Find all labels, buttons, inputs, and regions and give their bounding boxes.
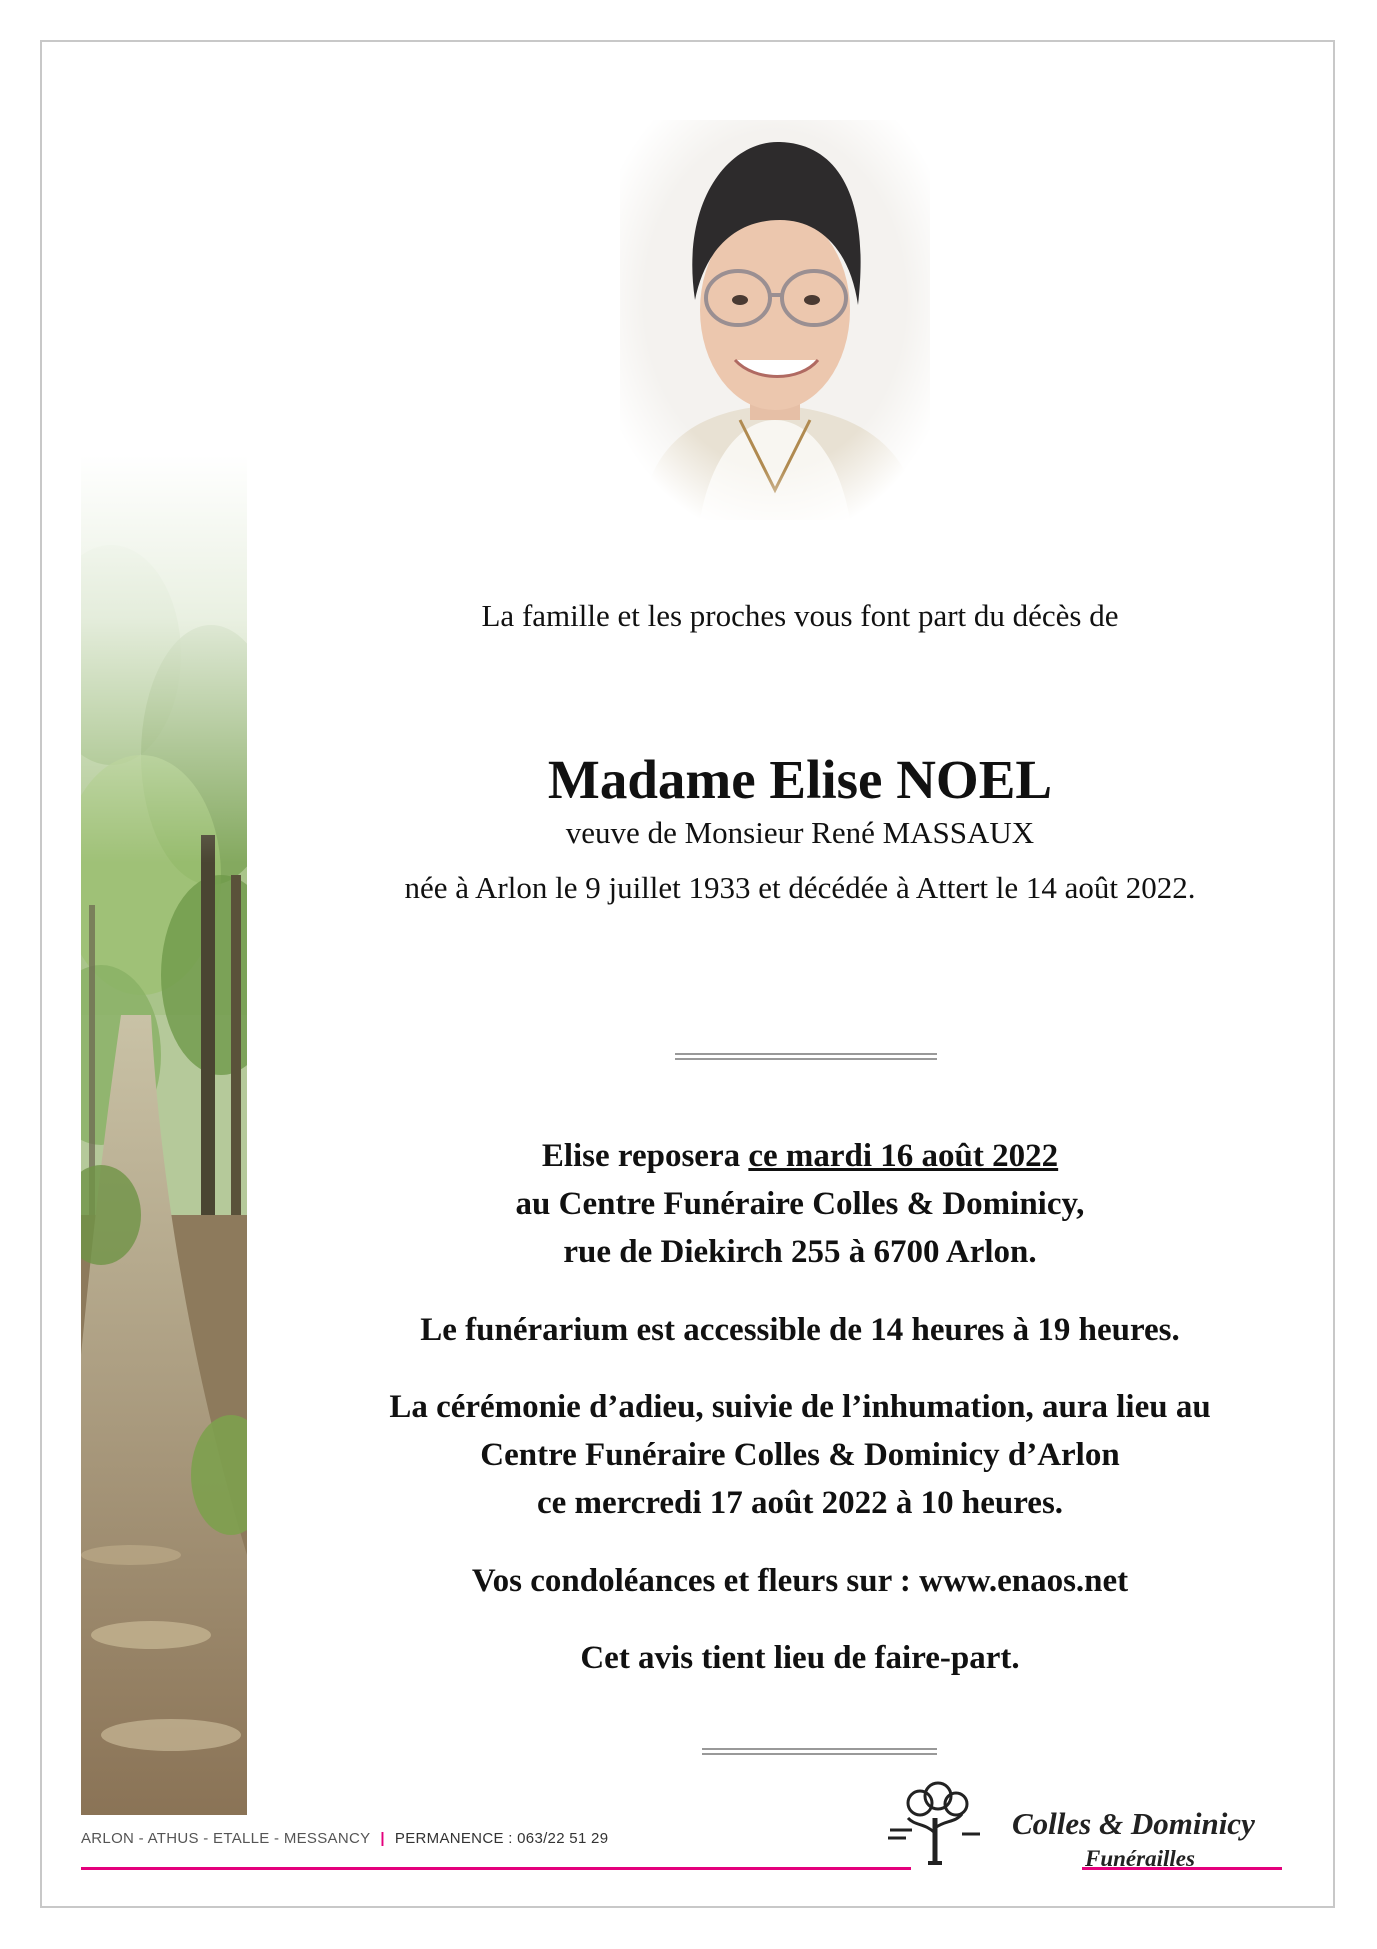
opening-hours: Le funérarium est accessible de 14 heures à 19 heures. (420, 1312, 1180, 1348)
footer-locations: ARLON - ATHUS - ETALLE - MESSANCY (81, 1830, 371, 1847)
forest-path-image (81, 455, 247, 1815)
deceased-name: Madame Elise NOEL (547, 749, 1053, 810)
ceremony-line-1: La cérémonie d’adieu, suivie de l’inhumation, aura lieu au (389, 1389, 1211, 1425)
brand-name: Colles & Dominicy (1012, 1806, 1255, 1841)
divider-bottom (702, 1748, 937, 1755)
visitation-block (300, 1132, 1300, 1276)
ceremony-block (300, 1383, 1300, 1527)
divider-top (675, 1053, 937, 1060)
birth-death-dates: née à Arlon le 9 juillet 1933 et décédée à Attert le 14 août 2022. (404, 870, 1196, 905)
footer-info (81, 1830, 608, 1847)
notice-text: Cet avis tient lieu de faire-part. (580, 1640, 1020, 1676)
condolences-text: Vos condoléances et fleurs sur : www.enaos.net (471, 1563, 1129, 1599)
tree-icon (880, 1778, 990, 1868)
footer-permanence: PERMANENCE : 063/22 51 29 (394, 1830, 609, 1847)
portrait-photo (620, 120, 930, 520)
ceremony-line-3: ce mercredi 17 août 2022 à 10 heures. (536, 1485, 1064, 1521)
ceremony-line-2: Centre Funéraire Colles & Dominicy d’Arlon (480, 1437, 1120, 1473)
visitation-date: ce mardi 16 août 2022 (748, 1138, 1059, 1174)
widow-line: veuve de Monsieur René MASSAUX (565, 815, 1035, 850)
visitation-prefix: Elise reposera (541, 1138, 749, 1174)
visitation-address: rue de Diekirch 255 à 6700 Arlon. (563, 1234, 1037, 1270)
brand-subtitle: Funérailles (1085, 1846, 1195, 1871)
footer-pink-line-left (81, 1867, 911, 1870)
intro-text: La famille et les proches vous font part du décès de (481, 598, 1119, 633)
footer-separator: | (380, 1830, 385, 1847)
visitation-location: au Centre Funéraire Colles & Dominicy, (515, 1186, 1085, 1222)
